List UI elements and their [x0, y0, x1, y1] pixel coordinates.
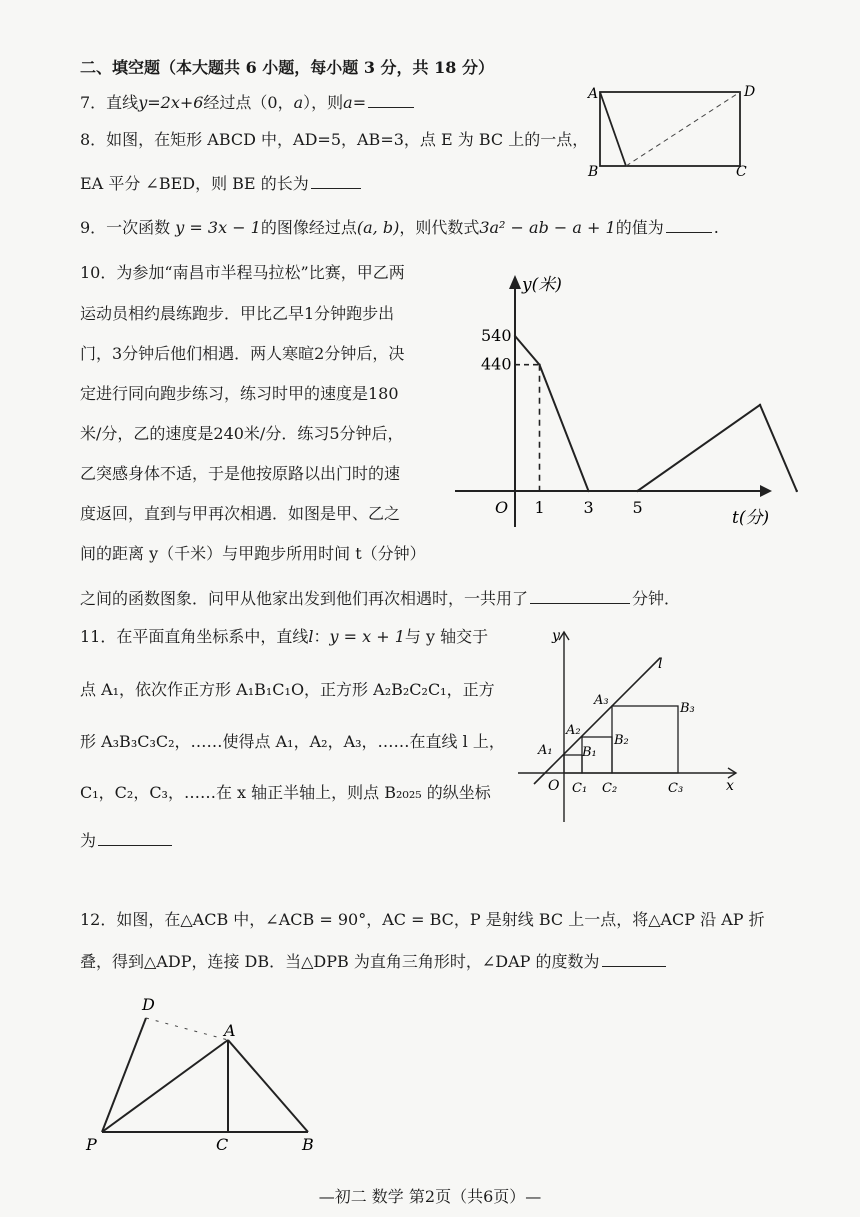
- square-1: [564, 755, 582, 773]
- segment-da: [146, 1018, 228, 1040]
- q7-answer-blank[interactable]: [368, 93, 414, 108]
- y-tick-label: 440: [481, 354, 512, 374]
- q10-line: 间的距离 y（千米）与甲跑步所用时间 t（分钟）: [80, 544, 426, 563]
- question-7: [80, 92, 416, 114]
- segment-ab: [228, 1040, 308, 1132]
- label-b1: B₁: [582, 745, 597, 760]
- q10-line: 运动员相约晨练跑步．甲比乙早1分钟跑步出: [80, 304, 395, 323]
- q7-text-b: 经过点（0，: [203, 93, 294, 112]
- q10-line: 定进行同向跑步练习，练习时甲的速度是180: [80, 384, 399, 403]
- segment-ap: [102, 1040, 228, 1132]
- label-d: D: [142, 995, 155, 1014]
- q12-triangle-figure: [80, 992, 340, 1162]
- label-p: P: [86, 1135, 97, 1154]
- q8-label-b: B: [588, 164, 599, 180]
- x-axis-label: t(分): [732, 508, 770, 528]
- q12-line2: [80, 951, 668, 973]
- question-9: [80, 217, 719, 239]
- q11-text-a: 11．在平面直角坐标系中，直线: [80, 627, 309, 646]
- q10-last-line: [80, 588, 680, 610]
- q7-equation: y=2x+6: [138, 93, 204, 112]
- label-b3: B₃: [680, 701, 695, 716]
- line-l: [534, 656, 663, 784]
- q12-line2-text: 叠，得到△ADP，连接 DB．当△DPB 为直角三角形时，∠DAP 的度数为: [80, 952, 600, 971]
- x-tick-label: 1: [534, 498, 545, 517]
- q11-line4: C₁，C₂，C₃，……在 x 轴正半轴上，则点 B₂₀₂₅ 的纵坐标: [80, 783, 491, 802]
- q11-text-b: ：: [313, 627, 330, 646]
- q11-line2: 点 A₁，依次作正方形 A₁B₁C₁O，正方形 A₂B₂C₂C₁，正方: [80, 680, 495, 699]
- q11-line1: [80, 626, 488, 648]
- q11-answer-blank[interactable]: [98, 831, 172, 846]
- x-tick-label: 3: [583, 498, 594, 517]
- y-tick-label: 540: [481, 326, 512, 346]
- origin-label: O: [495, 498, 509, 517]
- label-x: x: [726, 778, 734, 794]
- q8-line2: [80, 173, 363, 195]
- q12-line1: 12．如图，在△ACB 中，∠ACB = 90°，AC = BC，P 是射线 BC 上一点，将△ACP 沿 AP 折: [80, 910, 765, 929]
- q11-text-c: 与 y 轴交于: [404, 627, 489, 646]
- q11-l: l: [308, 627, 314, 646]
- q9-expression: 3a² − ab − a + 1: [479, 218, 616, 237]
- q12-answer-blank[interactable]: [602, 952, 666, 967]
- q7-text-d: a=: [343, 93, 367, 112]
- q8-line2-text: EA 平分 ∠BED，则 BE 的长为: [80, 174, 309, 193]
- x-axis-arrow: [760, 485, 772, 497]
- section-title: 二、填空题（本大题共 6 小题，每小题 3 分，共 18 分）: [80, 58, 494, 77]
- q9-equation: y = 3x − 1: [175, 218, 261, 237]
- q8-line1: 8．如图，在矩形 ABCD 中，AD=5，AB=3，点 E 为 BC 上的一点，: [80, 130, 589, 149]
- label-a1: A₁: [538, 743, 553, 758]
- q9-text-b: 的图像经过点: [260, 218, 357, 237]
- q10-line: 门，3分钟后他们相遇．两人寒暄2分钟后，决: [80, 344, 405, 363]
- q10-last-text-a: 之间的函数图象．问甲从他家出发到他们再次相遇时，一共用了: [80, 589, 529, 608]
- label-b: B: [302, 1135, 314, 1154]
- q7-text-c: ），则: [303, 93, 344, 112]
- label-c2: C₂: [602, 781, 618, 796]
- q10-line: 度返回，直到与甲再次相遇．如图是甲、乙之: [80, 504, 401, 523]
- q8-label-c: C: [736, 164, 747, 180]
- series-line: [515, 336, 797, 491]
- q10-line: 米/分，乙的速度是240米/分．练习5分钟后，: [80, 424, 404, 443]
- label-a: A: [224, 1021, 236, 1040]
- q10-line: 10．为参加“南昌市半程马拉松”比赛，甲乙两: [80, 263, 405, 282]
- q9-text-a: 9．一次函数: [80, 218, 171, 237]
- q7-text-a: 7．直线: [80, 93, 139, 112]
- q11-line5-text: 为: [80, 831, 97, 850]
- q11-line5: [80, 830, 174, 852]
- q10-last-text-b: 分钟．: [632, 589, 681, 608]
- q9-end: .: [713, 218, 719, 237]
- q10-line: 乙突感身体不适，于是他按原路以出门时的速: [80, 464, 401, 483]
- q8-label-d: D: [744, 84, 756, 100]
- q9-point: (a, b): [356, 218, 400, 237]
- page-footer: —初二 数学 第2页（共6页）—: [318, 1187, 542, 1206]
- label-c: C: [216, 1135, 229, 1154]
- q9-answer-blank[interactable]: [666, 218, 712, 233]
- y-axis-arrow: [509, 275, 521, 289]
- label-b2: B₂: [614, 733, 629, 748]
- label-c3: C₃: [668, 781, 684, 796]
- q8-rectangle-figure: [586, 82, 756, 182]
- label-a3: A₃: [594, 693, 609, 708]
- q10-answer-blank[interactable]: [530, 589, 630, 604]
- q11-line3: 形 A₃B₃C₃C₂，……使得点 A₁，A₂，A₃，……在直线 l 上，: [80, 732, 505, 751]
- label-c1: C₁: [572, 781, 588, 796]
- q9-text-d: 的值为: [615, 218, 664, 237]
- q11-equation: y = x + 1: [329, 627, 405, 646]
- label-l: l: [658, 656, 663, 672]
- x-tick-label: 5: [632, 498, 643, 517]
- label-a2: A₂: [566, 723, 581, 738]
- q10-distance-time-chart: [440, 265, 800, 530]
- q9-text-c: ，则代数式: [399, 218, 480, 237]
- y-axis-label: y(米): [522, 275, 562, 295]
- q11-squares-figure: [512, 624, 752, 824]
- label-y: y: [552, 628, 560, 644]
- q8-label-a: A: [588, 86, 599, 102]
- q7-a-var: a: [293, 93, 304, 112]
- q8-answer-blank[interactable]: [311, 174, 361, 189]
- label-o: O: [548, 778, 560, 794]
